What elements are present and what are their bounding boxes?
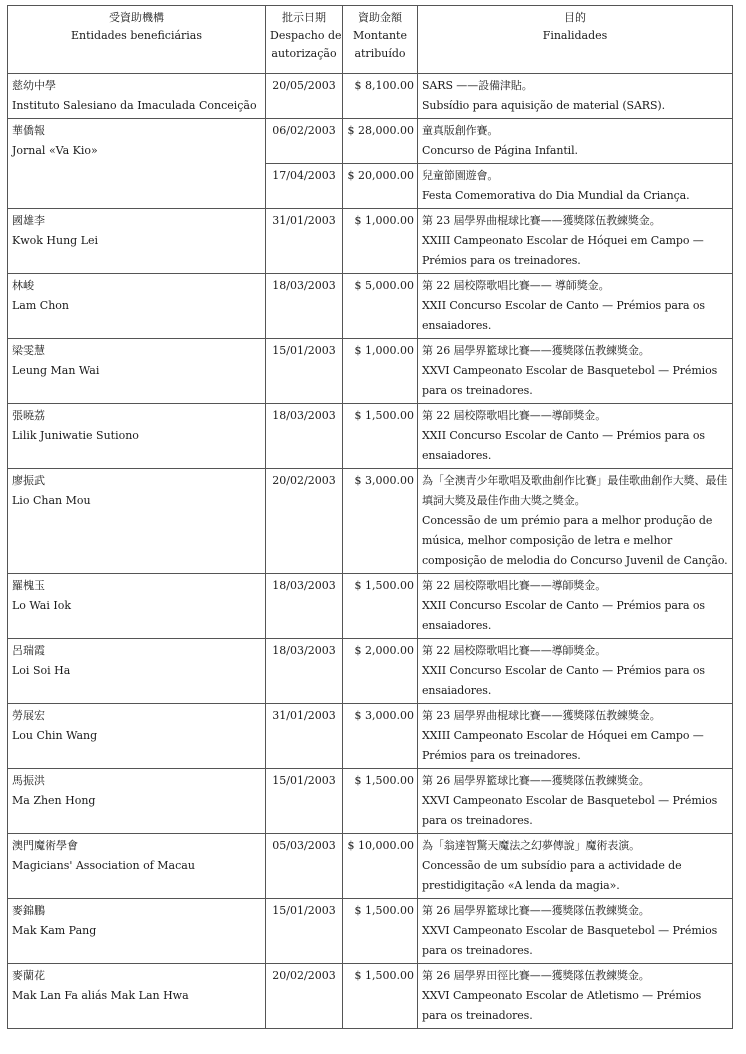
date-cell: 18/03/2003 <box>266 639 343 704</box>
date-cell: 15/01/2003 <box>266 899 343 964</box>
header-entity: 受資助機構 Entidades beneficiárias <box>8 6 266 74</box>
amount-cell: $ 1,500.00 <box>343 964 418 1029</box>
amount-cell: $ 1,500.00 <box>343 899 418 964</box>
purpose-cell: 第 23 屆學界曲棍球比賽——獲獎隊伍教練獎金。 XXIII Campeonato Escolar de Hóquei em Campo — Prémios para os treinadores. <box>418 704 733 769</box>
table-row <box>8 404 733 469</box>
table-row <box>8 339 733 404</box>
entity-cell: 麥蘭花 Mak Lan Fa aliás Mak Lan Hwa <box>8 964 266 1029</box>
table-row <box>8 469 733 574</box>
date-cell: 31/01/2003 <box>266 704 343 769</box>
amount-cell: $ 1,500.00 <box>343 769 418 834</box>
date-cell: 15/01/2003 <box>266 339 343 404</box>
amount-cell: $ 10,000.00 <box>343 834 418 899</box>
amount-cell: $ 1,000.00 <box>343 209 418 274</box>
purpose-cell: 第 26 屆學界籃球比賽——獲獎隊伍教練獎金。 XXVI Campeonato Escolar de Basquetebol — Prémios para os treinadores. <box>418 899 733 964</box>
table-row <box>8 639 733 704</box>
table-row <box>8 574 733 639</box>
purpose-cell: SARS ——設備津貼。 Subsídio para aquisição de material (SARS). <box>418 74 733 119</box>
header-row <box>8 6 733 74</box>
date-cell: 15/01/2003 <box>266 769 343 834</box>
purpose-cell: 第 26 屆學界籃球比賽——獲獎隊伍教練獎金。 XXVI Campeonato Escolar de Basquetebol — Prémios para os treinadores. <box>418 769 733 834</box>
entity-cell: 慈幼中學 Instituto Salesiano da Imaculada Conceição <box>8 74 266 119</box>
table-row <box>8 964 733 1029</box>
entity-cell: 麥錦鵬 Mak Kam Pang <box>8 899 266 964</box>
header-amount: 資助金額 Montante atribuído <box>343 6 418 74</box>
entity-cell: 張曉荔 Lilik Juniwatie Sutiono <box>8 404 266 469</box>
amount-cell: $ 3,000.00 <box>343 469 418 574</box>
date-cell: 18/03/2003 <box>266 574 343 639</box>
header-purpose: 目的 Finalidades <box>418 6 733 74</box>
table-row <box>8 899 733 964</box>
table-row <box>8 209 733 274</box>
entity-cell: 廖振武 Lio Chan Mou <box>8 469 266 574</box>
entity-cell: 梁雯慧 Leung Man Wai <box>8 339 266 404</box>
purpose-cell: 第 26 屆學界田徑比賽——獲獎隊伍教練獎金。 XXVI Campeonato Escolar de Atletismo — Prémios para os treinadores. <box>418 964 733 1029</box>
table-row <box>8 274 733 339</box>
entity-cell: 華僑報 Jornal «Va Kio» <box>8 119 266 209</box>
date-cell: 06/02/2003 <box>266 119 343 164</box>
purpose-cell: 童真版創作賽。 Concurso de Página Infantil. <box>418 119 733 164</box>
purpose-cell: 第 26 屆學界籃球比賽——獲獎隊伍教練獎金。 XXVI Campeonato Escolar de Basquetebol — Prémios para os treinadores. <box>418 339 733 404</box>
amount-cell: $ 3,000.00 <box>343 704 418 769</box>
entity-cell: 馬振洪 Ma Zhen Hong <box>8 769 266 834</box>
amount-cell: $ 8,100.00 <box>343 74 418 119</box>
date-cell: 31/01/2003 <box>266 209 343 274</box>
purpose-cell: 兒童節園遊會。 Festa Comemorativa do Dia Mundial da Criança. <box>418 164 733 209</box>
amount-cell: $ 28,000.00 <box>343 119 418 164</box>
entity-cell: 國雄李 Kwok Hung Lei <box>8 209 266 274</box>
header-date: 批示日期 Despacho de autorização <box>266 6 343 74</box>
table-row <box>8 769 733 834</box>
entity-cell: 呂瑞霞 Loi Soi Ha <box>8 639 266 704</box>
amount-cell: $ 1,000.00 <box>343 339 418 404</box>
entity-cell: 澳門魔術學會 Magicians' Association of Macau <box>8 834 266 899</box>
date-cell: 20/02/2003 <box>266 964 343 1029</box>
date-cell: 20/05/2003 <box>266 74 343 119</box>
purpose-cell: 第 22 屆校際歌唱比賽——導師獎金。 XXII Concurso Escolar de Canto — Prémios para os ensaiadores. <box>418 574 733 639</box>
date-cell: 17/04/2003 <box>266 164 343 209</box>
purpose-cell: 第 22 屆校際歌唱比賽—— 導師獎金。 XXII Concurso Escolar de Canto — Prémios para os ensaiadores. <box>418 274 733 339</box>
table-row <box>8 834 733 899</box>
purpose-cell: 第 22 屆校際歌唱比賽——導師獎金。 XXII Concurso Escolar de Canto — Prémios para os ensaiadores. <box>418 404 733 469</box>
subsidy-table <box>7 5 733 1029</box>
amount-cell: $ 1,500.00 <box>343 574 418 639</box>
purpose-cell: 第 23 屆學界曲棍球比賽——獲獎隊伍教練獎金。 XXIII Campeonato Escolar de Hóquei em Campo — Prémios para os treinadores. <box>418 209 733 274</box>
date-cell: 05/03/2003 <box>266 834 343 899</box>
table-row <box>8 119 733 164</box>
entity-cell: 勞展宏 Lou Chin Wang <box>8 704 266 769</box>
amount-cell: $ 2,000.00 <box>343 639 418 704</box>
table-row <box>8 704 733 769</box>
date-cell: 18/03/2003 <box>266 404 343 469</box>
table-row <box>8 74 733 119</box>
date-cell: 18/03/2003 <box>266 274 343 339</box>
purpose-cell: 第 22 屆校際歌唱比賽——導師獎金。 XXII Concurso Escolar de Canto — Prémios para os ensaiadores. <box>418 639 733 704</box>
amount-cell: $ 1,500.00 <box>343 404 418 469</box>
amount-cell: $ 5,000.00 <box>343 274 418 339</box>
purpose-cell: 為「翁達智驚天魔法之幻夢傳說」魔術表演。 Concessão de um subsídio para a actividade de prestidigitação «A lenda da magia». <box>418 834 733 899</box>
entity-cell: 羅槐玉 Lo Wai Iok <box>8 574 266 639</box>
date-cell: 20/02/2003 <box>266 469 343 574</box>
amount-cell: $ 20,000.00 <box>343 164 418 209</box>
entity-cell: 林峻 Lam Chon <box>8 274 266 339</box>
purpose-cell: 為「全澳青少年歌唱及歌曲創作比賽」最佳歌曲創作大獎、最佳填詞大獎及最佳作曲大獎之獎金。 Concessão de um prémio para a melhor produção de música, melhor composição de letra e melhor composição de melodia do Concurso Juvenil de Canção. <box>418 469 733 574</box>
